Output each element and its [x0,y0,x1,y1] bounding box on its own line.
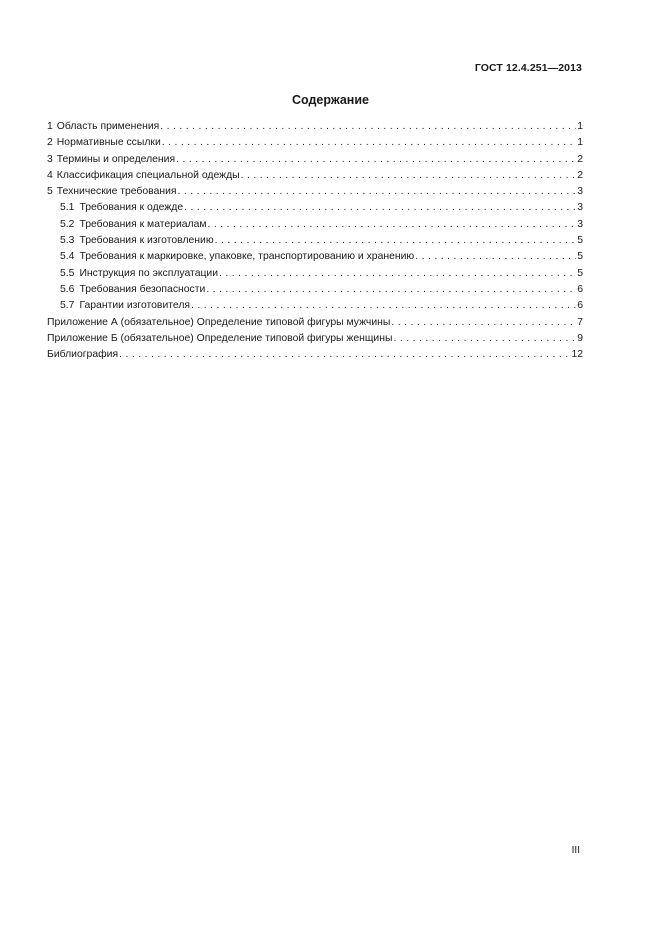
toc-entry-number: 5.1 [60,202,75,214]
toc-entry-number: 5.6 [60,283,75,295]
toc-entry-page: 1 [577,121,583,132]
toc-dot-leader [219,266,576,282]
table-of-contents [47,119,583,363]
toc-entry-label: Требования к материалам [79,218,207,230]
toc-entry-page: 1 [577,137,583,149]
toc-entry[interactable] [47,331,583,347]
toc-entry-label: Требования к маркировке, упаковке, транспортированию и хранению [79,251,415,263]
toc-dot-leader [215,233,577,249]
toc-entry-page: 2 [577,153,583,165]
toc-entry-page: 5 [577,251,583,263]
toc-entry-label: Термины и определения [56,153,176,165]
toc-entry[interactable] [47,233,583,249]
toc-entry-label: Приложение Б (обязательное) Определение типовой фигуры женщины [47,332,393,344]
toc-entry-label: Требования безопасности [79,283,206,295]
toc-dot-leader [119,347,570,363]
toc-entry[interactable] [47,282,583,298]
page-number: III [571,845,580,856]
toc-entry[interactable] [47,152,583,168]
toc-entry[interactable] [47,347,583,363]
toc-entry[interactable] [47,184,583,200]
toc-entry-page: 7 [577,316,583,328]
toc-entry-label: Требования к изготовлению [79,235,214,247]
toc-entry-page: 6 [577,283,583,295]
toc-dot-leader [391,315,576,331]
toc-entry-label: Классификация специальной одежды [56,169,240,181]
toc-dot-leader [415,249,576,265]
toc-entry-page: 9 [577,332,583,344]
toc-entry[interactable] [47,135,583,151]
toc-dot-leader [191,298,576,314]
toc-entry-page: 5 [577,267,583,279]
toc-entry-page: 2 [577,169,583,181]
toc-entry-label: Область применения [56,121,160,132]
toc-entry-label: Требования к одежде [79,202,184,214]
toc-entry-page: 6 [577,300,583,312]
toc-dot-leader [208,217,577,233]
toc-entry-label: Нормативные ссылки [56,137,161,149]
toc-entry-number: 5.5 [60,267,75,279]
toc-entry[interactable] [47,249,583,265]
toc-entry[interactable] [47,168,583,184]
toc-entry[interactable] [47,315,583,331]
toc-entry[interactable] [47,298,583,314]
toc-entry[interactable] [47,217,583,233]
toc-entry-page: 3 [577,186,583,198]
toc-entry-number: 5.3 [60,235,75,247]
toc-entry-number: 5 [47,186,53,198]
toc-entry-number: 5.2 [60,218,75,230]
toc-dot-leader [160,119,576,135]
toc-entry-page: 3 [577,218,583,230]
toc-entry-number: 5.4 [60,251,75,263]
toc-dot-leader [162,135,576,151]
toc-dot-leader [178,184,577,200]
toc-entry-number: 4 [47,169,53,181]
toc-entry-label: Приложение А (обязательное) Определение типовой фигуры мужчины [47,316,391,328]
toc-entry-label: Инструкция по эксплуатации [79,267,219,279]
toc-dot-leader [206,282,576,298]
toc-dot-leader [393,331,576,347]
toc-entry[interactable] [47,200,583,216]
toc-entry-number: 3 [47,153,53,165]
document-code: ГОСТ 12.4.251—2013 [474,62,582,74]
toc-dot-leader [176,152,576,168]
toc-entry-label: Гарантии изготовителя [79,300,191,312]
toc-entry-label: Библиография [47,349,119,361]
toc-entry[interactable] [47,119,583,135]
toc-entry[interactable] [47,266,583,282]
toc-entry-number: 2 [47,137,53,149]
toc-entry-number: 1 [47,121,53,132]
toc-entry-number: 5.7 [60,300,75,312]
toc-dot-leader [241,168,577,184]
page-title: Содержание [291,93,369,107]
toc-entry-page: 3 [577,202,583,214]
toc-entry-page: 5 [577,235,583,247]
toc-entry-page: 12 [571,349,583,361]
toc-dot-leader [184,200,576,216]
toc-entry-label: Технические требования [56,186,177,198]
